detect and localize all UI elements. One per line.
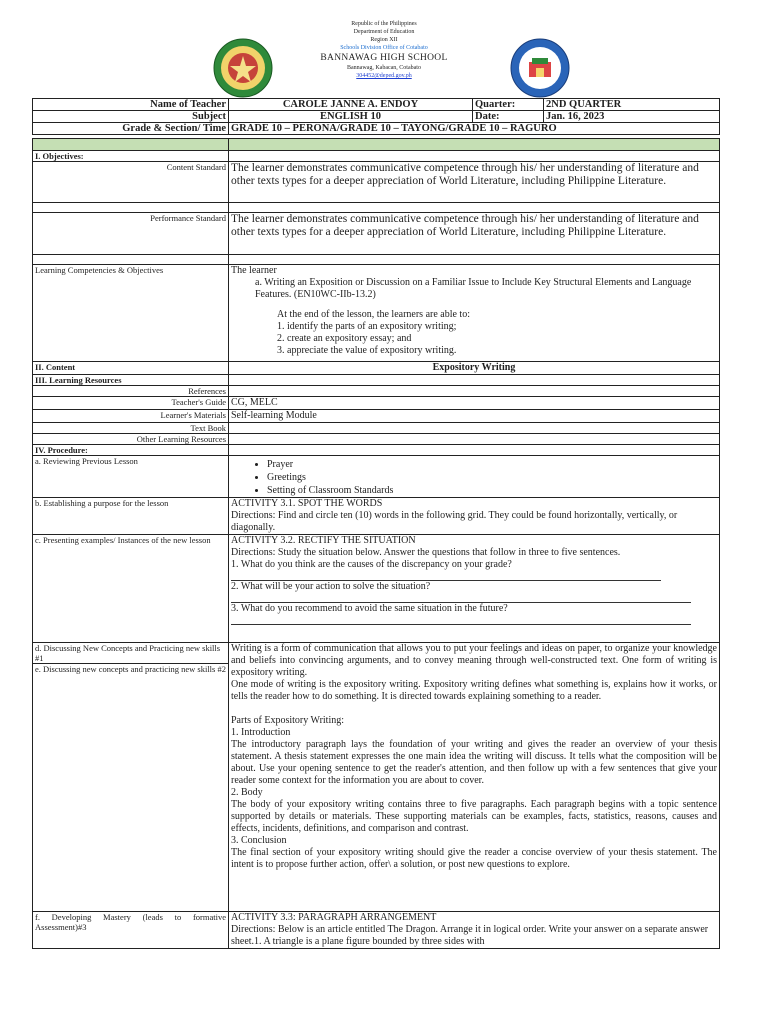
objective-1: 1. identify the parts of an expository writing; bbox=[277, 321, 457, 332]
grade-value: GRADE 10 – PERONA/GRADE 10 – TAYONG/GRADE 10 – RAGURO bbox=[229, 123, 720, 135]
activity-3-2-text: Directions: Study the situation below. Answer the questions that follow in three to five sentences. bbox=[231, 547, 621, 558]
discussion-cell bbox=[229, 643, 720, 912]
activity-3-3-text: Directions: Below is an article entitled The Dragon. Arrange it in logical order. Write your answer on a separate answer sheet.1. A triangle is a plane figure bounded by three sides with bbox=[231, 924, 709, 947]
performance-standard-label: Performance Standard bbox=[33, 213, 229, 255]
textbook-label: Text Book bbox=[33, 423, 229, 434]
content-heading: II. Content bbox=[33, 362, 229, 375]
grade-label: Grade & Section/ Time bbox=[33, 123, 229, 135]
learners-materials-label: Learner's Materials bbox=[33, 410, 229, 423]
competency-a: a. Writing an Exposition or Discussion on a Familiar Issue to Include Key Structural Elements and Language Features. (EN10WC-IIb-13.2) bbox=[255, 277, 692, 300]
answer-line-1[interactable] bbox=[231, 571, 661, 581]
learners-materials-value: Self-learning Module bbox=[229, 410, 720, 423]
other-resources-label: Other Learning Resources bbox=[33, 434, 229, 445]
procedure-a-label: a. Reviewing Previous Lesson bbox=[33, 456, 229, 498]
procedure-a-cell bbox=[229, 456, 720, 498]
school-header bbox=[0, 20, 768, 80]
performance-standard-text: The learner demonstrates communicative competence through his/ her understanding of literature and other texts types for a deeper appreciation of World Literature, including Philippine Literature. bbox=[229, 213, 720, 255]
address-text: Bannawag, Kabacan, Cotabato bbox=[347, 65, 421, 71]
references-label: References bbox=[33, 386, 229, 397]
conclusion-text: The final section of your expository writing should give the reader a concise overview of your thesis statement. The intent is to propose further action, offer\ a solution, or post new questions to explore. bbox=[231, 847, 717, 870]
list-item: • Prayer bbox=[267, 458, 717, 471]
department-text: Department of Education bbox=[353, 29, 415, 35]
division-text: Schools Division Office of Cotabato bbox=[340, 45, 428, 51]
quarter-label: Quarter: bbox=[473, 99, 544, 111]
list-item: • Greetings bbox=[267, 471, 717, 484]
question-3: 3. What do you recommend to avoid the same situation in the future? bbox=[231, 603, 508, 614]
content-standard-label: Content Standard bbox=[33, 162, 229, 203]
conclusion-heading: 3. Conclusion bbox=[231, 835, 287, 846]
date-value: Jan. 16, 2023 bbox=[544, 111, 720, 123]
intro-heading: 1. Introduction bbox=[231, 727, 291, 738]
email-link[interactable]: 304452@deped.gov.ph bbox=[356, 73, 412, 79]
subject-label: Subject bbox=[33, 111, 229, 123]
discussion-p1: Writing is a form of communication that allows you to put your feelings and ideas on paper, to organize your knowledge and beliefs into convincing arguments, and to convey meaning through well-constructed text. One form of writing is expository writing. bbox=[231, 643, 717, 678]
procedure-c-label: c. Presenting examples/ Instances of the new lesson bbox=[33, 535, 229, 643]
intro-text: The introductory paragraph lays the foundation of your writing and gives the reader an overview of your thesis statement. A thesis statement expresses the one main idea the writing will discuss. It tells what the composition will be about. Use your opening sentence to get the reader's attention, and then follow up with a few sentences that give your reader some context for the information you are about to cover. bbox=[231, 739, 717, 786]
parts-heading: Parts of Expository Writing: bbox=[231, 715, 345, 726]
procedure-b-label: b. Establishing a purpose for the lesson bbox=[33, 498, 229, 535]
objective-3: 3. appreciate the value of expository writing. bbox=[277, 345, 457, 356]
end-of-lesson-text: At the end of the lesson, the learners are able to: bbox=[277, 309, 470, 320]
procedure-f-label: f. Developing Mastery (leads to formative Assessment)#3 bbox=[33, 912, 229, 949]
school-name: BANNAWAG HIGH SCHOOL bbox=[320, 53, 448, 63]
activity-3-3-title: ACTIVITY 3.3: PARAGRAPH ARRANGEMENT bbox=[231, 912, 437, 923]
date-label: Date: bbox=[473, 111, 544, 123]
procedure-heading: IV. Procedure: bbox=[33, 445, 229, 456]
quarter-value: 2ND QUARTER bbox=[544, 99, 720, 111]
answer-line-3[interactable] bbox=[231, 615, 691, 625]
republic-text: Republic of the Philippines bbox=[351, 21, 417, 27]
resources-heading: III. Learning Resources bbox=[33, 375, 229, 386]
competencies-label: Learning Competencies & Objectives bbox=[33, 265, 229, 362]
green-band-left bbox=[33, 139, 229, 151]
subject-value: ENGLISH 10 bbox=[229, 111, 473, 123]
teachers-guide-label: Teacher's Guide bbox=[33, 397, 229, 410]
body-heading: 2. Body bbox=[231, 787, 263, 798]
competencies-cell bbox=[229, 265, 720, 362]
content-standard-text: The learner demonstrates communicative competence through his/ her understanding of literature and other texts types for a deeper appreciation of World Literature, including Philippine Literature. bbox=[229, 162, 720, 203]
procedure-e-label: e. Discussing new concepts and practicing new skills #2 bbox=[33, 664, 229, 912]
objective-2: 2. create an expository essay; and bbox=[277, 333, 412, 344]
answer-line-2[interactable] bbox=[231, 593, 691, 603]
procedure-d-label: d. Discussing New Concepts and Practicing new skills #1 bbox=[33, 643, 229, 664]
green-band-right bbox=[229, 139, 720, 151]
content-value: Expository Writing bbox=[229, 362, 720, 375]
lesson-plan-table bbox=[32, 138, 720, 949]
list-item: • Setting of Classroom Standards bbox=[267, 484, 717, 497]
body-text: The body of your expository writing contains three to five paragraphs. Each paragraph begins with a topic sentence supported by details or materials. These supporting materials can be examples, facts, statistics, reasons, causes and effects, incidents, definitions, and comparison and contrast. bbox=[231, 799, 717, 834]
question-2: 2. What will be your action to solve the situation? bbox=[231, 581, 431, 592]
question-1: 1. What do you think are the causes of the discrepancy on your grade? bbox=[231, 559, 512, 570]
region-text: Region XII bbox=[370, 37, 398, 43]
activity-3-1-text: Directions: Find and circle ten (10) words in the following grid. They could be found horizontally, vertically, or diagonally. bbox=[231, 510, 678, 533]
teacher-label: Name of Teacher bbox=[33, 99, 229, 111]
learner-text: The learner bbox=[231, 265, 277, 276]
discussion-p2: One mode of writing is the expository writing. Expository writing defines what something is, explains how it works, or tells the reader how to do something. It is directed towards explaining something to a reader. bbox=[231, 679, 717, 702]
activity-3-1-title: ACTIVITY 3.1. SPOT THE WORDS bbox=[231, 498, 383, 509]
opening-list bbox=[231, 458, 717, 497]
teacher-info-table bbox=[32, 98, 720, 135]
activity-3-2-title: ACTIVITY 3.2. RECTIFY THE SITUATION bbox=[231, 535, 416, 546]
teacher-value: CAROLE JANNE A. ENDOY bbox=[229, 99, 473, 111]
objectives-heading: I. Objectives: bbox=[33, 151, 229, 162]
teachers-guide-value: CG, MELC bbox=[229, 397, 720, 410]
